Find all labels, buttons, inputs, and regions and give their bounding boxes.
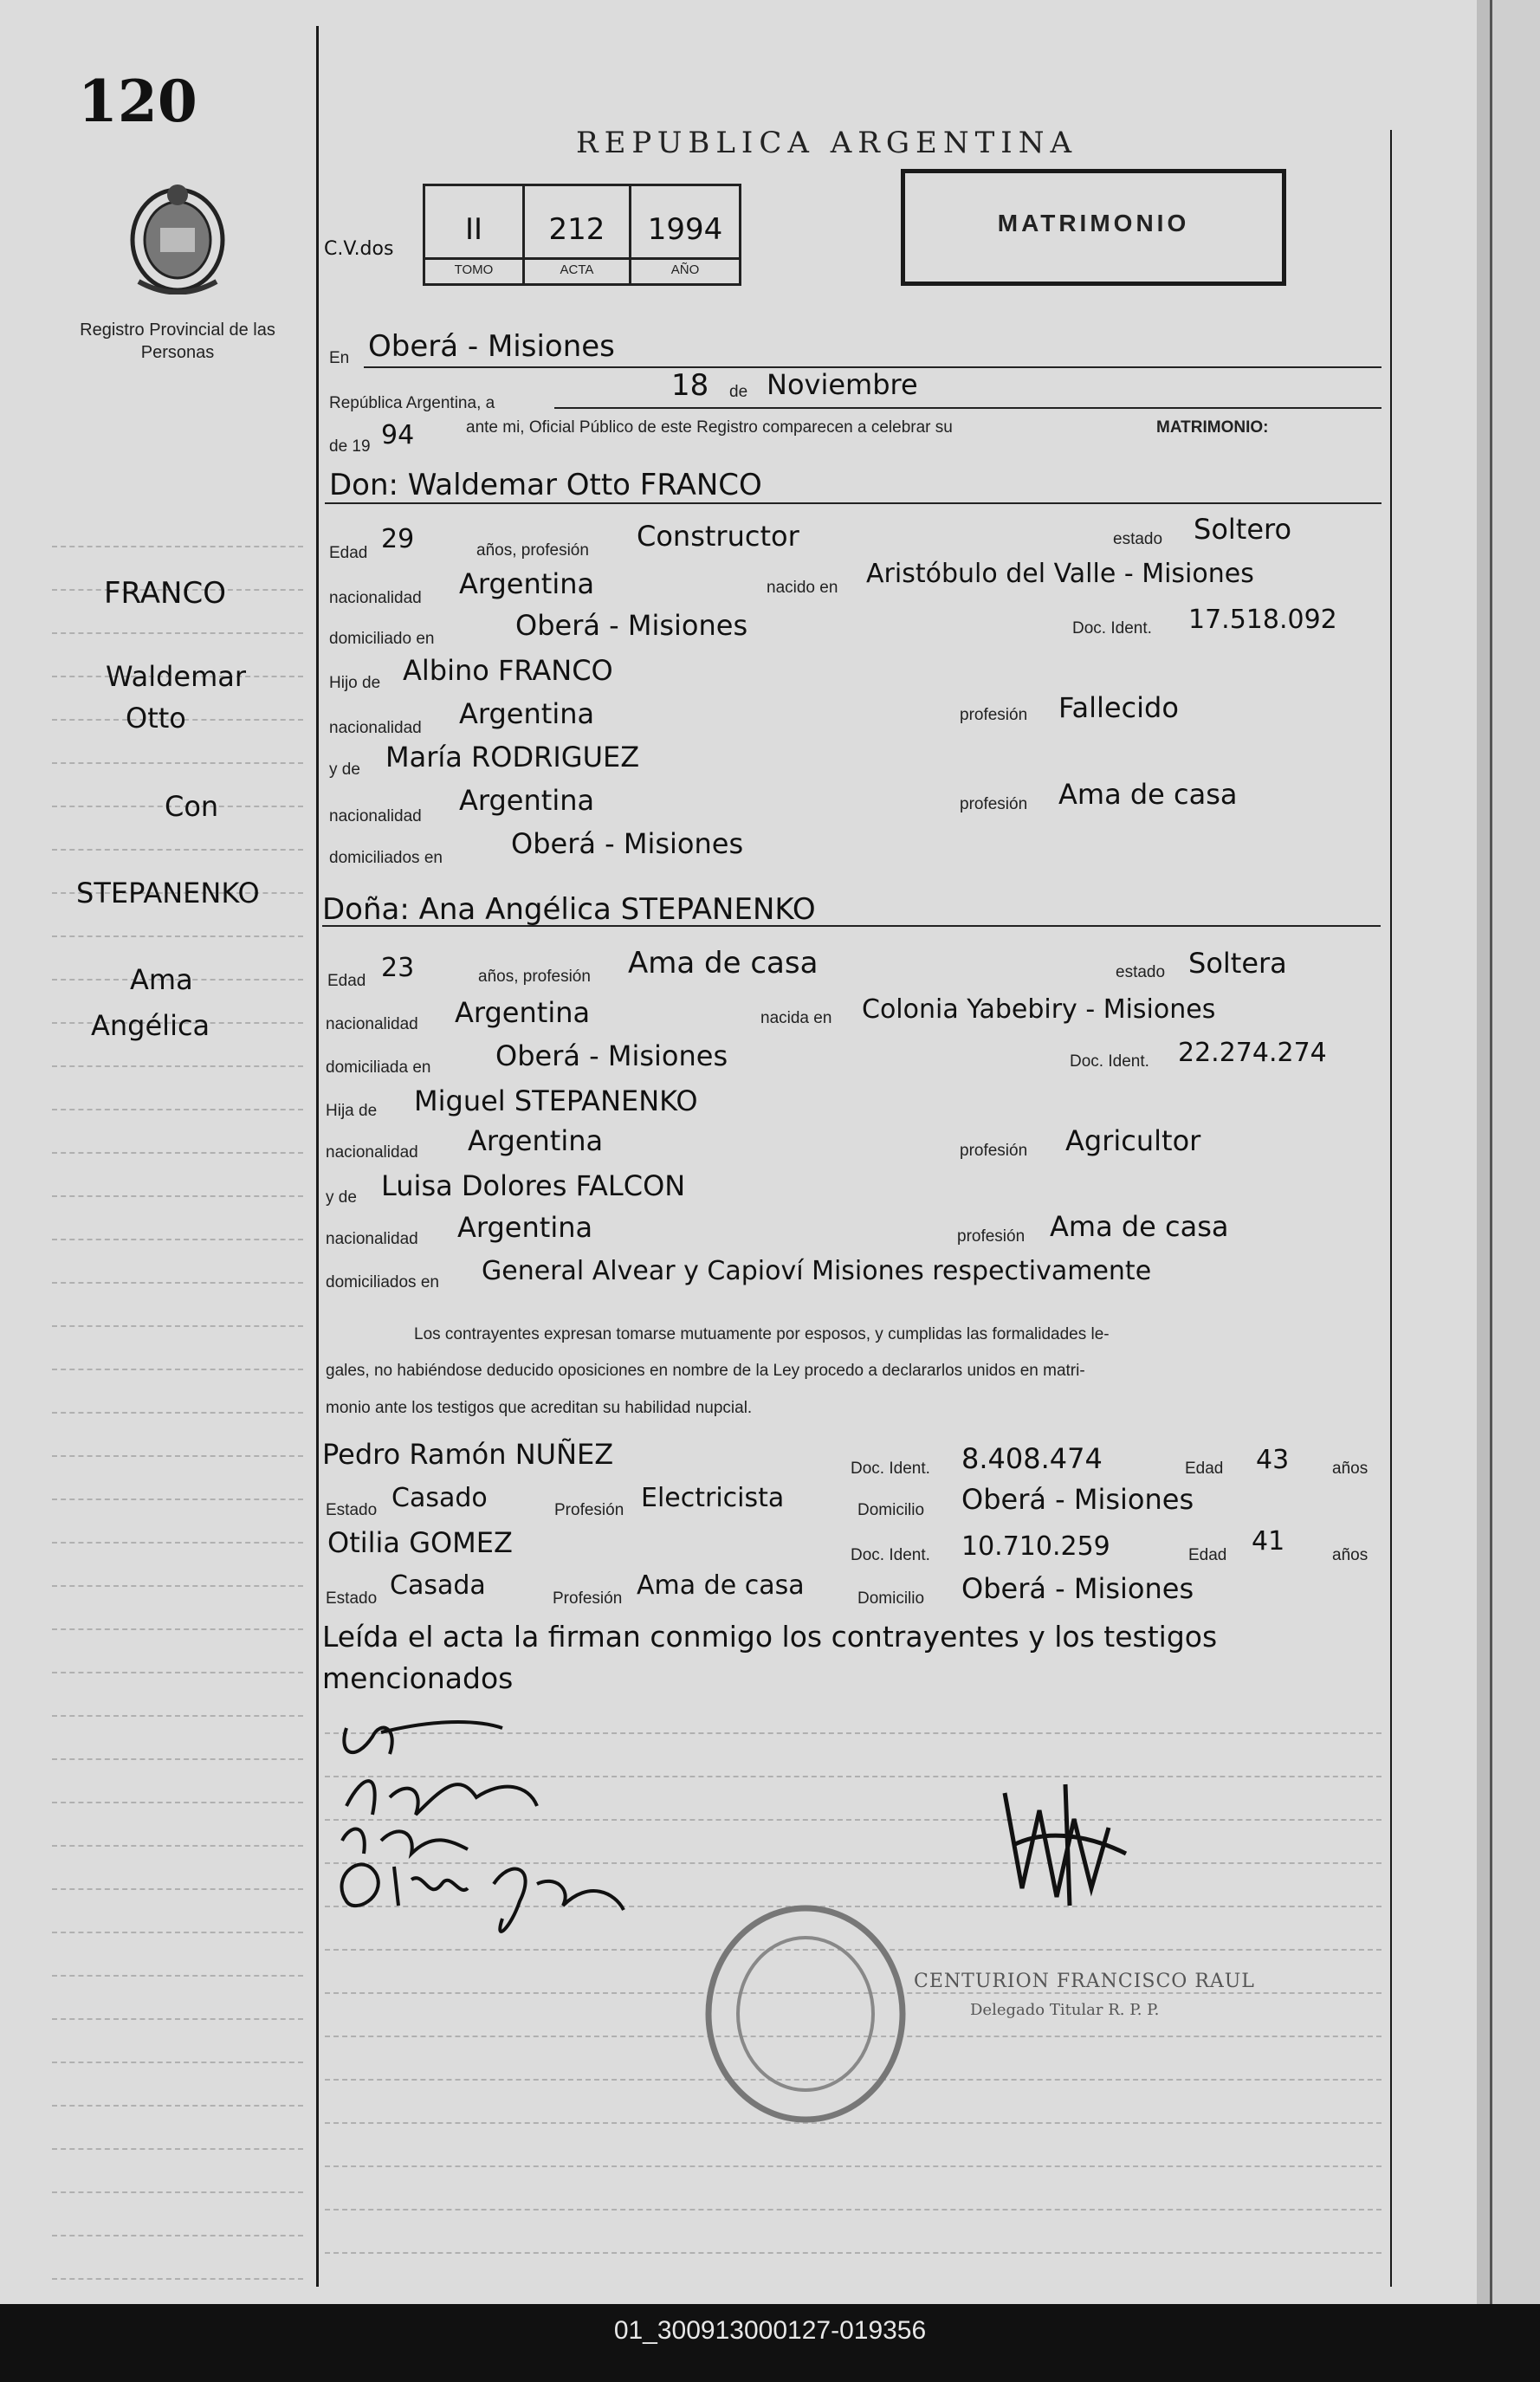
groom-father-nat-label: nacionalidad <box>329 719 422 737</box>
bride-father: Miguel STEPANENKO <box>414 1084 698 1117</box>
groom-age: 29 <box>381 524 415 554</box>
official-stamp <box>702 1901 909 2126</box>
bride-age: 23 <box>381 953 415 983</box>
declaration-line-2: gales, no habiéndose deducido oposiciones en nombre de la Ley procedo a declararlos unidos en matri- <box>326 1362 1085 1380</box>
witness-2-doc: 10.710.259 <box>961 1531 1110 1562</box>
bride-nac-label: nacionalidad <box>326 1015 418 1033</box>
bride-estado-label: estado <box>1116 963 1166 981</box>
declaration-line-3: monio ante los testigos que acreditan su habilidad nupcial. <box>326 1399 753 1417</box>
ruled-line <box>52 1672 303 1673</box>
bride-name: Doña: Ana Angélica STEPANENKO <box>322 892 816 927</box>
ruled-line <box>325 2209 1381 2210</box>
bride-mother-prof-label: profesión <box>957 1227 1026 1246</box>
groom-father-prof-label: profesión <box>960 706 1028 724</box>
groom-nacido-label: nacido en <box>767 579 838 597</box>
witness-1-doc: 8.408.474 <box>961 1442 1103 1475</box>
witness-1-age: 43 <box>1256 1445 1290 1475</box>
ruled-line <box>52 2018 303 2020</box>
witness-1-profession: Electricista <box>641 1483 785 1513</box>
groom-mother-label: y de <box>329 761 360 779</box>
de-label: de <box>729 383 748 401</box>
ruled-line <box>52 1758 303 1760</box>
ruled-line <box>52 1628 303 1630</box>
ruled-line <box>52 1455 303 1457</box>
groom-doc: 17.518.092 <box>1188 605 1337 635</box>
bride-father-profession: Agricultor <box>1065 1124 1201 1157</box>
groom-father-label: Hijo de <box>329 674 381 692</box>
ruled-line <box>52 1109 303 1110</box>
bride-profession: Ama de casa <box>628 946 819 981</box>
ruled-line <box>52 762 303 764</box>
anio-label: AÑO <box>670 262 700 277</box>
groom-mother: María RODRIGUEZ <box>385 741 640 774</box>
country-title: REPUBLICA ARGENTINA <box>576 126 1078 160</box>
bride-doc: 22.274.274 <box>1178 1038 1327 1068</box>
groom-birthplace: Aristóbulo del Valle - Misiones <box>866 559 1254 589</box>
witness-2-prof-label: Profesión <box>553 1589 623 1608</box>
bride-dom-label: domiciliada en <box>326 1058 431 1077</box>
next-page-edge <box>1490 0 1540 2304</box>
republica-label: República Argentina, a <box>329 394 495 412</box>
coat-of-arms-icon <box>126 178 230 295</box>
bride-mother: Luisa Dolores FALCON <box>381 1169 686 1202</box>
ruled-line <box>325 2252 1381 2254</box>
footer-id: 01_300913000127-019356 <box>613 2316 927 2345</box>
witness-1-status: Casado <box>391 1483 488 1513</box>
ruled-line <box>52 1412 303 1414</box>
place-value: Oberá - Misiones <box>368 329 615 364</box>
margin-surname-2: STEPANENKO <box>76 877 260 909</box>
year-label: de 19 <box>329 437 371 456</box>
groom-father-nationality: Argentina <box>459 697 595 730</box>
groom-nac-label: nacionalidad <box>329 589 422 607</box>
groom-mother-nationality: Argentina <box>459 784 595 817</box>
ruled-line <box>52 2148 303 2150</box>
tomo-label: TOMO <box>454 262 494 277</box>
day-value: 18 <box>671 368 709 403</box>
ruled-line <box>52 1802 303 1803</box>
margin-name-1: Waldemar <box>106 660 247 693</box>
groom-dom-label: domiciliado en <box>329 630 435 648</box>
witness-2-profession: Ama de casa <box>637 1570 805 1601</box>
bride-domicile: Oberá - Misiones <box>495 1039 728 1072</box>
margin-surname: FRANCO <box>104 576 226 611</box>
bride-father-nationality: Argentina <box>468 1124 604 1157</box>
groom-mother-prof-label: profesión <box>960 795 1028 813</box>
groom-parents-domicile: Oberá - Misiones <box>511 827 744 860</box>
witness-2-estado-label: Estado <box>326 1589 378 1608</box>
groom-profession: Constructor <box>637 520 799 553</box>
witness-2-edad-label: Edad <box>1188 1546 1227 1564</box>
stamp-title: Delegado Titular R. P. P. <box>970 2001 1160 2019</box>
ruled-line <box>325 2165 1381 2167</box>
groom-parents-dom-label: domiciliados en <box>329 849 443 867</box>
ruled-line <box>52 1282 303 1284</box>
margin-name-2: Otto <box>126 702 186 735</box>
declaration-line-1: Los contrayentes expresan tomarse mutuamente por esposos, y cumplidas las formalidades le- <box>414 1325 1110 1343</box>
page-number: 120 <box>78 68 197 135</box>
ruled-line <box>52 1845 303 1847</box>
record-type-box <box>901 169 1286 286</box>
groom-domicile: Oberá - Misiones <box>515 609 748 642</box>
witness-1-dom-label: Domicilio <box>857 1501 925 1519</box>
ruled-line <box>52 1975 303 1977</box>
ruled-line <box>52 1152 303 1154</box>
ruled-line <box>52 1239 303 1240</box>
margin-con: Con <box>165 790 219 823</box>
witness-2-dom-label: Domicilio <box>857 1589 925 1608</box>
signatures <box>329 1702 693 1962</box>
en-label: En <box>329 349 350 367</box>
ruled-line <box>52 2062 303 2063</box>
page-shadow <box>1477 0 1490 2304</box>
ruled-line <box>52 1498 303 1500</box>
witness-2-anos-label: años <box>1332 1546 1369 1564</box>
groom-estado-label: estado <box>1113 530 1163 548</box>
record-type: MATRIMONIO <box>997 210 1190 236</box>
month-value: Noviembre <box>767 368 918 401</box>
ruled-line <box>52 1888 303 1890</box>
witness-1-prof-label: Profesión <box>554 1501 624 1519</box>
ruled-line <box>52 849 303 851</box>
groom-status: Soltero <box>1194 513 1292 546</box>
groom-edad-label: Edad <box>329 544 368 562</box>
groom-mother-profession: Ama de casa <box>1058 778 1238 811</box>
ruled-line <box>52 935 303 937</box>
bride-father-prof-label: profesión <box>960 1142 1028 1160</box>
bride-mother-profession: Ama de casa <box>1050 1210 1229 1243</box>
right-margin-line <box>1390 130 1392 2287</box>
bride-status: Soltera <box>1188 947 1287 980</box>
ruled-line <box>52 2191 303 2193</box>
witness-1-edad-label: Edad <box>1185 1460 1224 1478</box>
groom-father-profession: Fallecido <box>1058 691 1179 724</box>
ruled-line <box>52 2235 303 2236</box>
witness-1-domicile: Oberá - Misiones <box>961 1483 1194 1516</box>
witness-1-anos-label: años <box>1332 1460 1369 1478</box>
closing-line-1: Leída el acta la firman conmigo los contrayentes y los testigos <box>322 1620 1218 1654</box>
stamp-officer: CENTURION FRANCISCO RAUL <box>914 1971 1255 1992</box>
intro-statement-bold: MATRIMONIO: <box>1156 418 1269 437</box>
closing-line-2: mencionados <box>322 1661 514 1695</box>
witness-1-doc-label: Doc. Ident. <box>851 1460 930 1478</box>
officer-signature <box>987 1776 1143 1914</box>
bride-father-nat-label: nacionalidad <box>326 1143 418 1162</box>
ruled-line <box>52 1542 303 1544</box>
ruled-line <box>52 2105 303 2107</box>
bride-nationality: Argentina <box>455 996 591 1029</box>
witness-2-status: Casada <box>390 1570 486 1601</box>
witness-2-doc-label: Doc. Ident. <box>851 1546 930 1564</box>
ruled-line <box>52 1065 303 1067</box>
witness-2-domicile: Oberá - Misiones <box>961 1572 1194 1605</box>
groom-doc-label: Doc. Ident. <box>1072 619 1152 638</box>
witness-2-age: 41 <box>1252 1526 1285 1557</box>
ruled-line <box>52 1585 303 1587</box>
bride-birthplace: Colonia Yabebiry - Misiones <box>862 994 1216 1025</box>
ruled-line <box>52 1932 303 1933</box>
margin-name-4: Angélica <box>91 1009 210 1042</box>
bride-nacida-label: nacida en <box>760 1009 832 1027</box>
record-number-box <box>423 184 741 286</box>
bride-father-label: Hija de <box>326 1102 378 1120</box>
groom-nationality: Argentina <box>459 567 595 600</box>
footer-bar <box>0 2304 1540 2382</box>
intro-statement: ante mi, Oficial Público de este Registro comparecen a celebrar su <box>466 418 953 437</box>
bride-mother-nat-label: nacionalidad <box>326 1230 418 1248</box>
acta-label: ACTA <box>560 262 594 277</box>
witness-1-estado-label: Estado <box>326 1501 378 1519</box>
margin-line <box>316 26 319 2287</box>
margin-name-3: Ama <box>130 963 193 996</box>
bride-edad-label: Edad <box>327 972 366 990</box>
ruled-line <box>52 1715 303 1717</box>
ruled-line <box>52 1369 303 1370</box>
acta-value: 212 <box>548 212 605 247</box>
witness-2-name: Otilia GOMEZ <box>327 1526 513 1559</box>
ruled-line <box>52 632 303 634</box>
bride-mother-label: y de <box>326 1188 357 1207</box>
groom-mother-nat-label: nacionalidad <box>329 807 422 825</box>
groom-name: Don: Waldemar Otto FRANCO <box>329 468 762 502</box>
witness-1-name: Pedro Ramón NUÑEZ <box>322 1438 614 1471</box>
bride-profesion-label: años, profesión <box>478 968 591 986</box>
anio-value: 1994 <box>647 212 723 247</box>
bride-doc-label: Doc. Ident. <box>1070 1052 1149 1071</box>
ruled-line <box>52 546 303 547</box>
bride-parents-dom-label: domiciliados en <box>326 1273 439 1291</box>
groom-father: Albino FRANCO <box>403 654 613 687</box>
year-value: 94 <box>381 420 415 450</box>
bride-parents-domicile: General Alvear y Capioví Misiones respectivamente <box>482 1256 1152 1286</box>
tomo-value: II <box>464 212 483 247</box>
bride-mother-nationality: Argentina <box>457 1211 593 1244</box>
ruled-line <box>52 1325 303 1327</box>
groom-profesion-label: años, profesión <box>476 541 589 560</box>
registry-label: Registro Provincial de las Personas <box>80 320 275 362</box>
ruled-line <box>52 1195 303 1197</box>
record-prefix: C.V.dos <box>324 238 394 260</box>
ruled-line <box>52 2278 303 2280</box>
